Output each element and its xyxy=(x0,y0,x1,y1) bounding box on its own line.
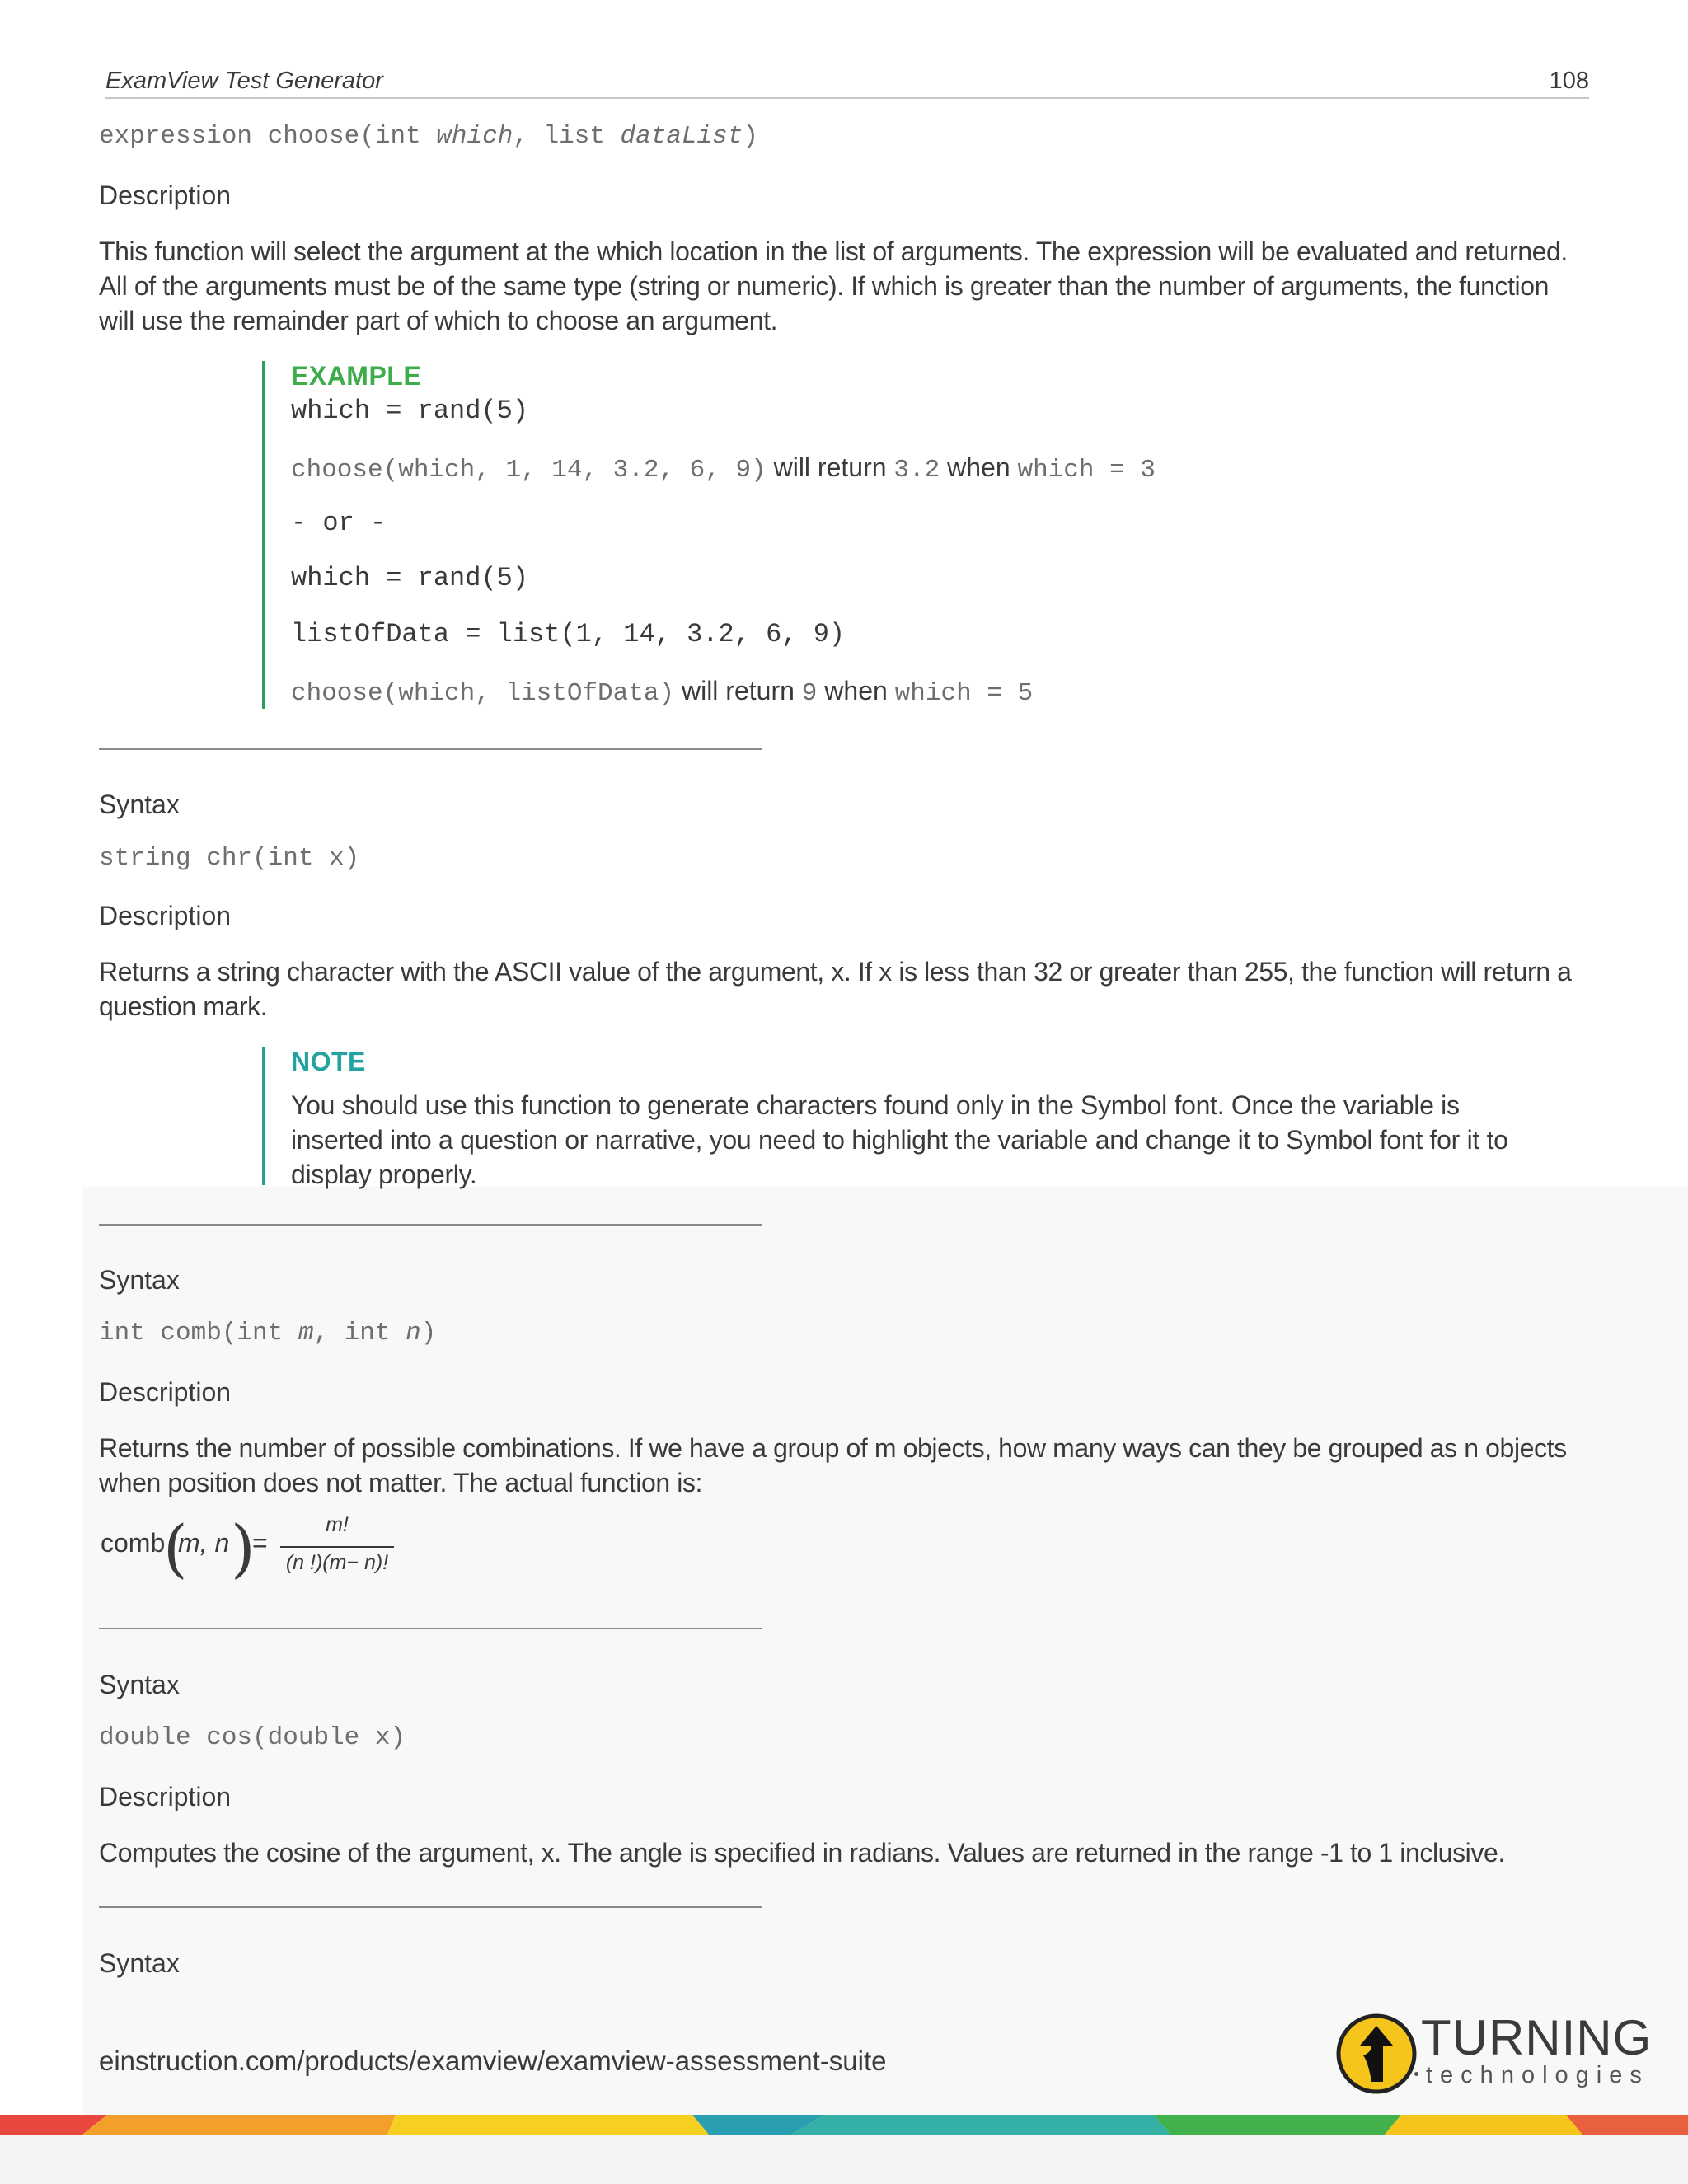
chr-syntax: string chr(int x) xyxy=(99,844,360,873)
formula-open-paren: ( xyxy=(163,1511,188,1585)
formula-denominator: (n !)(m− n)! xyxy=(285,1551,389,1574)
section-separator xyxy=(99,1628,762,1629)
example-line: which = rand(5) xyxy=(291,396,529,426)
formula-close-paren: ) xyxy=(231,1511,256,1585)
chr-description-label: Description xyxy=(99,901,232,930)
section-separator xyxy=(99,1224,762,1226)
example-line: which = rand(5) xyxy=(291,563,529,593)
note-callout xyxy=(262,1047,1508,1189)
next-syntax-label: Syntax xyxy=(99,1948,180,1978)
example-line: listOfData = list(1, 14, 3.2, 6, 9) xyxy=(291,619,846,649)
cos-syntax: double cos(double x) xyxy=(99,1723,406,1752)
chr-description: Returns a string character with the ASCII value of the argument, x. If x is less than 32 or greater than 255, the function will return a question mark. xyxy=(99,957,1572,1021)
footer-url-link[interactable]: einstruction.com/products/examview/examview-assessment-suite xyxy=(99,2046,887,2076)
turning-technologies-logo xyxy=(1335,2010,1653,2102)
comb-syntax: int comb(int m, int n) xyxy=(99,1319,437,1347)
cos-description-label: Description xyxy=(99,1782,232,1811)
logo-wordmark: TURNING xyxy=(1421,2010,1653,2065)
choose-description-label: Description xyxy=(99,180,232,210)
comb-description-label: Description xyxy=(99,1377,232,1407)
section-separator xyxy=(99,748,762,750)
formula-fraction-bar xyxy=(280,1546,394,1548)
page-bottom-margin xyxy=(0,2135,1688,2184)
example-callout xyxy=(262,361,1156,709)
turning-arrow-logo-icon xyxy=(1335,2013,1418,2095)
logo-subtitle: technologies xyxy=(1426,2062,1649,2088)
formula-numerator: m! xyxy=(326,1513,349,1536)
comb-formula xyxy=(101,1511,430,1585)
example-line: choose(which, listOfData) will return 9 when which = 5 xyxy=(291,676,1034,708)
example-title: EXAMPLE xyxy=(291,361,422,391)
logo-dot xyxy=(1414,2072,1418,2076)
comb-syntax-label: Syntax xyxy=(99,1265,180,1295)
formula-name: comb xyxy=(101,1528,166,1558)
section-separator xyxy=(99,1906,762,1908)
formula-equals: = xyxy=(252,1528,268,1558)
page-number: 108 xyxy=(1549,68,1589,94)
cos-description: Computes the cosine of the argument, x. The angle is specified in radians. Values are returned in the range -1 to 1 inclusive. xyxy=(99,1838,1505,1868)
choose-description: This function will select the argument at the which location in the list of arguments. The expression will be evaluated and returned. All of the arguments must be of the same type (string or numeric). If which is greater than the number of arguments, the function will use the remainder part of which to choose an argument. xyxy=(99,237,1568,335)
page-header xyxy=(106,66,1589,99)
footer-color-stripe xyxy=(0,2115,1688,2135)
header-title: ExamView Test Generator xyxy=(106,68,383,94)
chr-syntax-label: Syntax xyxy=(99,790,180,819)
example-or: - or - xyxy=(291,508,387,538)
formula-args: m, n xyxy=(178,1528,230,1558)
example-line: choose(which, 1, 14, 3.2, 6, 9) will return 3.2 when which = 3 xyxy=(291,452,1156,485)
cos-syntax-label: Syntax xyxy=(99,1670,180,1699)
note-title: NOTE xyxy=(291,1047,366,1076)
note-text: You should use this function to generate characters found only in the Symbol font. Once the variable is inserted into a question or narrative, you need to highlight the variable and change it to Symbol font for it to display properly. xyxy=(291,1090,1508,1189)
choose-syntax: expression choose(int which, list dataList) xyxy=(99,122,758,151)
comb-description: Returns the number of possible combinations. If we have a group of m objects, how many ways can they be grouped as n objects when position does not matter. The actual function is: xyxy=(99,1433,1567,1497)
